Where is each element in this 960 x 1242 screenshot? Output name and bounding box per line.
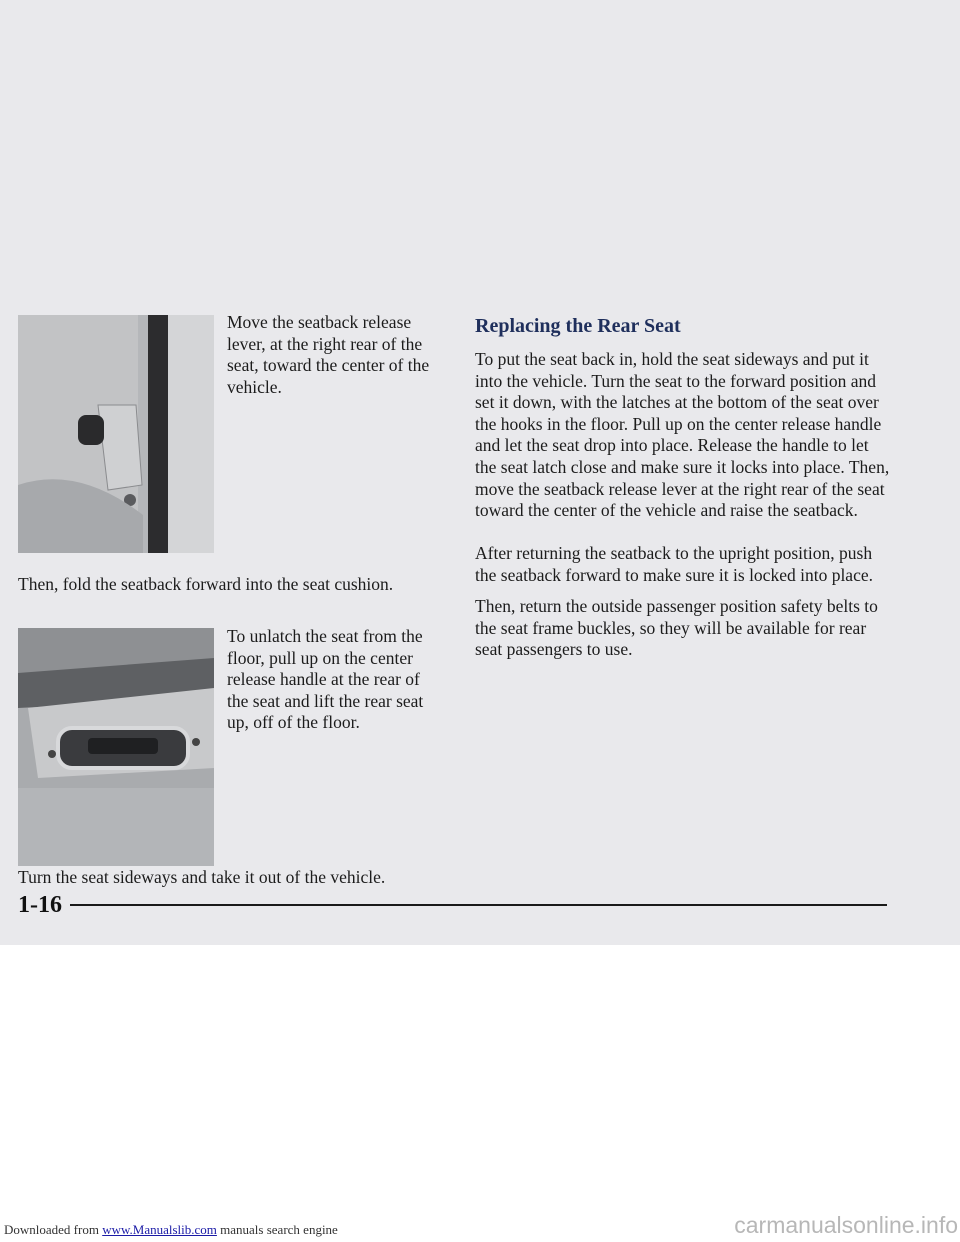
center-release-handle-photo bbox=[18, 628, 214, 866]
step-fold-seatback: Then, fold the seatback forward into the seat cushion. bbox=[18, 574, 394, 594]
download-source-footer bbox=[4, 1222, 338, 1238]
section-heading-replacing-rear-seat: Replacing the Rear Seat bbox=[475, 315, 681, 337]
step-unlatch-seat: To unlatch the seat from the floor, pull up on the center release handle at the rear of the seat and lift the rear seat up, off of the floor. bbox=[227, 626, 424, 733]
seatback-release-lever-photo bbox=[18, 315, 214, 553]
footer-prefix: Downloaded from bbox=[4, 1222, 103, 1237]
check-seatback-locked: After returning the seatback to the upright position, push the seatback forward to make sure it is locked into place. bbox=[475, 543, 873, 585]
manualslib-link[interactable]: www.Manualslib.com bbox=[102, 1222, 217, 1237]
footer-rule bbox=[70, 904, 887, 906]
return-safety-belts: Then, return the outside passenger position safety belts to the seat frame buckles, so they will be available for rear seat passengers to use. bbox=[475, 596, 878, 660]
footer-suffix: manuals search engine bbox=[216, 1222, 338, 1237]
site-watermark: carmanualsonline.info bbox=[734, 1212, 958, 1238]
replace-seat-instructions: To put the seat back in, hold the seat sideways and put it into the vehicle. Turn the seat to the forward position and set it down, with the latches at the bottom of the seat over the hooks in the floor. Pull up on the center release handle and let the seat drop into place. Release the handle to let the seat latch close and make sure it locks into place. Then, move the seatback release lever at the right rear of the seat toward the center of the vehicle and raise the seatback. bbox=[475, 349, 890, 521]
page-number: 1-16 bbox=[18, 892, 62, 918]
step-remove-seat: Turn the seat sideways and take it out of the vehicle. bbox=[18, 867, 386, 887]
step-move-release-lever: Move the seatback release lever, at the right rear of the seat, toward the center of the vehicle. bbox=[227, 312, 430, 397]
